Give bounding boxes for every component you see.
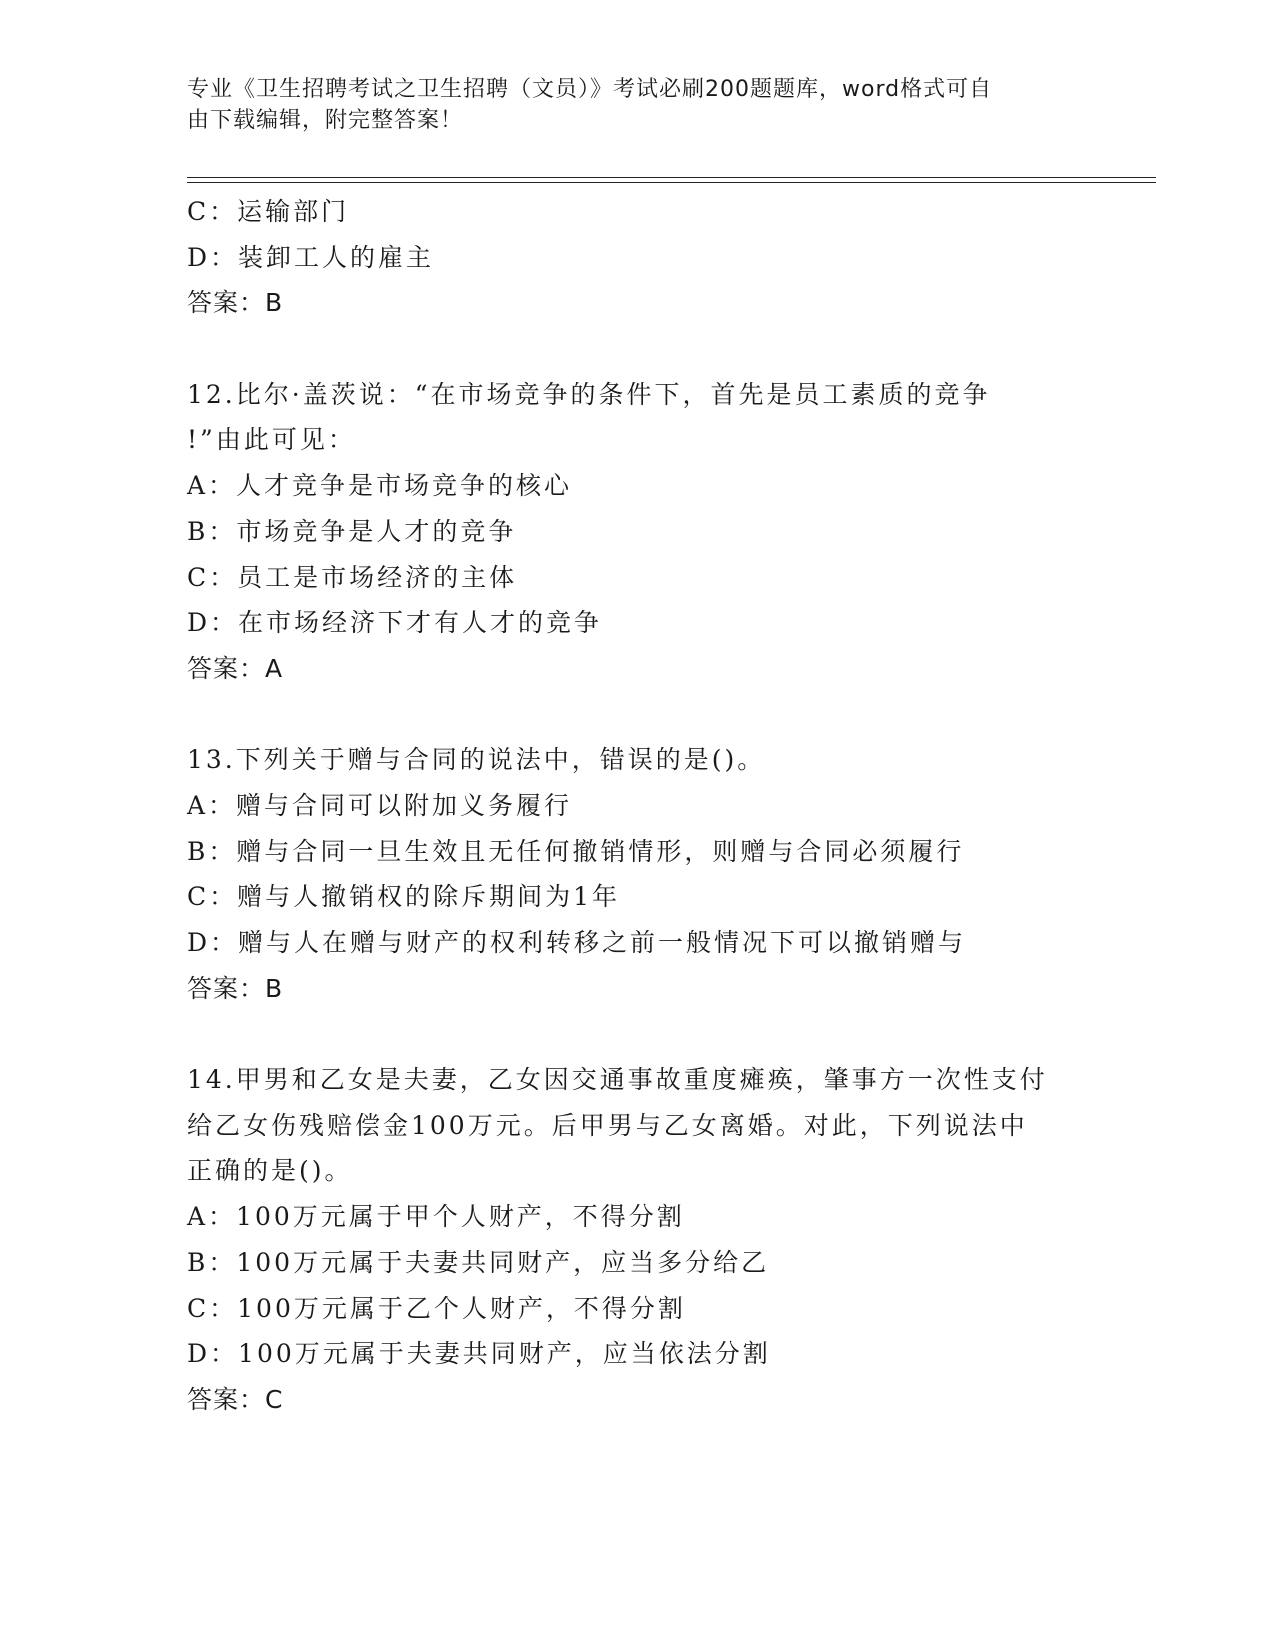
q12-option-b: B：市场竞争是人才的竞争 bbox=[187, 516, 517, 546]
q12-option-a: A：人才竞争是市场竞争的核心 bbox=[187, 471, 573, 501]
question-14 bbox=[187, 1057, 1087, 1423]
q13-option-d: D：赠与人在赠与财产的权利转移之前一般情况下可以撤销赠与 bbox=[187, 928, 967, 957]
spacer bbox=[187, 1011, 1087, 1057]
q14-stem-line-1: 14.甲男和乙女是夫妻，乙女因交通事故重度瘫痪，肇事方一次性支付 bbox=[187, 1065, 1048, 1095]
header-line-1: 专业《卫生招聘考试之卫生招聘（文员）》考试必刷200题题库，word格式可自 bbox=[187, 77, 993, 102]
q12-option-d: D：在市场经济下才有人才的竞争 bbox=[187, 608, 603, 638]
q12-stem-line-1: 12.比尔·盖茨说：“在市场竞争的条件下，首先是员工素质的竞争 bbox=[187, 379, 991, 409]
q13-option-a: A：赠与合同可以附加义务履行 bbox=[187, 790, 573, 820]
q13-stem-line-1: 13.下列关于赠与合同的说法中，错误的是()。 bbox=[187, 745, 766, 775]
q12-answer: 答案：A bbox=[187, 653, 284, 683]
question-list bbox=[187, 189, 1087, 1423]
q14-option-d: D：100万元属于夫妻共同财产，应当依法分割 bbox=[187, 1339, 771, 1369]
q14-option-a: A：100万元属于甲个人财产，不得分割 bbox=[187, 1202, 685, 1232]
header-divider-bottom bbox=[187, 182, 1156, 183]
q14-stem-line-2: 给乙女伤残赔偿金100万元。后甲男与乙女离婚。对此，下列说法中 bbox=[187, 1110, 1028, 1140]
q11-option-c: C：运输部门 bbox=[187, 197, 350, 226]
q13-answer: 答案：B bbox=[187, 973, 284, 1003]
q11-answer: 答案：B bbox=[187, 288, 284, 318]
q12-option-c: C：员工是市场经济的主体 bbox=[187, 562, 518, 592]
q11-option-d: D：装卸工人的雇主 bbox=[187, 242, 435, 272]
question-12 bbox=[187, 372, 1087, 692]
header-line-2: 由下载编辑，附完整答案！ bbox=[187, 108, 464, 133]
spacer bbox=[187, 326, 1087, 372]
q14-option-c: C：100万元属于乙个人财产，不得分割 bbox=[187, 1293, 686, 1323]
q13-option-b: B：赠与合同一旦生效且无任何撤销情形，则赠与合同必须履行 bbox=[187, 836, 965, 866]
q14-stem-line-3: 正确的是()。 bbox=[187, 1156, 353, 1186]
header-divider-top bbox=[187, 177, 1156, 178]
spacer bbox=[187, 692, 1087, 738]
q14-option-b: B：100万元属于夫妻共同财产，应当多分给乙 bbox=[187, 1247, 770, 1277]
document-header bbox=[187, 74, 1087, 136]
question-13 bbox=[187, 737, 1087, 1011]
q14-answer: 答案：C bbox=[187, 1384, 284, 1414]
q13-option-c: C：赠与人撤销权的除斥期间为1年 bbox=[187, 882, 621, 912]
question-11 bbox=[187, 189, 1087, 326]
q12-stem-line-2: !”由此可见： bbox=[187, 425, 356, 455]
